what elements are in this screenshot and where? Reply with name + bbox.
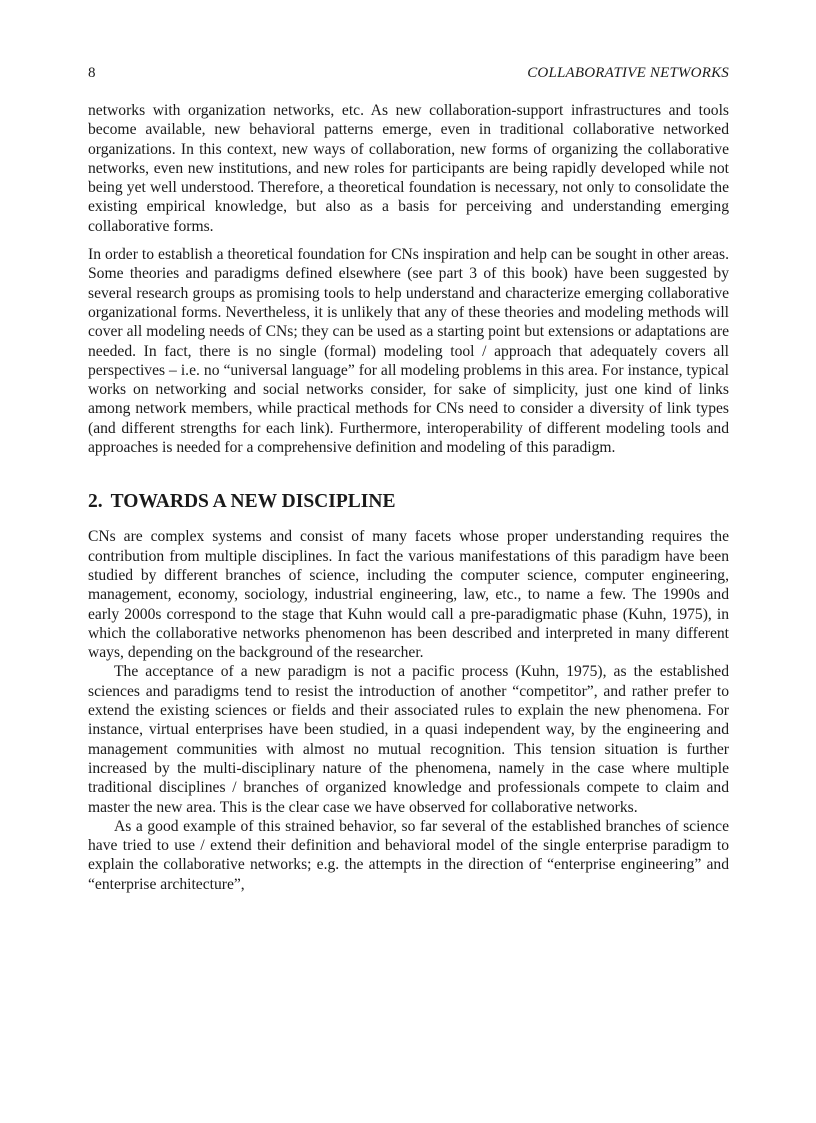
document-page xyxy=(88,64,729,894)
paragraph-intro-1: networks with organization networks, etc. As new collaboration-support infrastructures and tools become available, new behavioral patterns emerge, even in traditional collaborative networked organizations. In this context, new ways of collaboration, new forms of organizing the collaborative networks, even new institutions, and new roles for participants are being rapidly developed while not being yet well understood. Therefore, a theoretical foundation is necessary, not only to consolidate the existing empirical knowledge, but also as a basis for perceiving and understanding emerging collaborative forms. xyxy=(88,102,729,235)
section-number: 2. xyxy=(88,491,103,513)
running-header xyxy=(88,64,729,83)
section-title: TOWARDS A NEW DISCIPLINE xyxy=(110,491,396,513)
page-number: 8 xyxy=(88,65,96,81)
paragraph-section-2: The acceptance of a new paradigm is not a pacific process (Kuhn, 1975), as the established sciences and paradigms tend to resist the introduction of another “competitor”, and rather prefer to extend the existing sciences or fields and their associated rules to explain the new phenomena. For instance, virtual enterprises have been studied, in a quasi independent way, by the engineering and management communities with almost no mutual recognition. This tension situation is further increased by the multi-disciplinary nature of the phenomena, namely in the case where multiple traditional disciplines / branches of organized knowledge and professionals compete to claim and master the new area. This is the clear case we have observed for collaborative networks. xyxy=(88,663,729,816)
paragraph-section-1: CNs are complex systems and consist of many facets whose proper understanding requires the contribution from multiple disciplines. In fact the various manifestations of this paradigm have been studied by different branches of science, including the computer science, computer engineering, management, economy, sociology, industrial engineering, law, etc., to name a few. The 1990s and early 2000s correspond to the stage that Kuhn would call a pre-paradigmatic phase (Kuhn, 1975), in which the collaborative networks phenomenon has been described and interpreted in many different ways, depending on the background of the researcher. xyxy=(88,528,729,662)
paragraph-section-3: As a good example of this strained behavior, so far several of the established branches of science have tried to use / extend their definition and behavioral model of the single enterprise paradigm to explain the collaborative networks; e.g. the attempts in the direction of “enterprise engineering” and “enterprise architecture”, xyxy=(88,817,729,893)
running-title: COLLABORATIVE NETWORKS xyxy=(527,65,729,81)
paragraph-intro-2: In order to establish a theoretical foundation for CNs inspiration and help can be sought in other areas. Some theories and paradigms defined elsewhere (see part 3 of this book) have been suggested by several research groups as promising tools to help understand and characterize emerging collaborative organizational forms. Nevertheless, it is unlikely that any of these theories and modeling methods will cover all modeling needs of CNs; they can be used as a starting point but extensions or adaptations are needed. In fact, there is no single (formal) modeling tool / approach that adequately covers all perspectives – i.e. no “universal language” for all modeling problems in this area. For instance, typical works on networking and social networks consider, for sake of simplicity, just one kind of links among network members, while practical methods for CNs need to consider a diversity of link types (and different strengths for each link). Furthermore, interoperability of different modeling tools and approaches is needed for a comprehensive definition and modeling of this paradigm. xyxy=(88,246,729,457)
section-heading xyxy=(88,490,729,514)
